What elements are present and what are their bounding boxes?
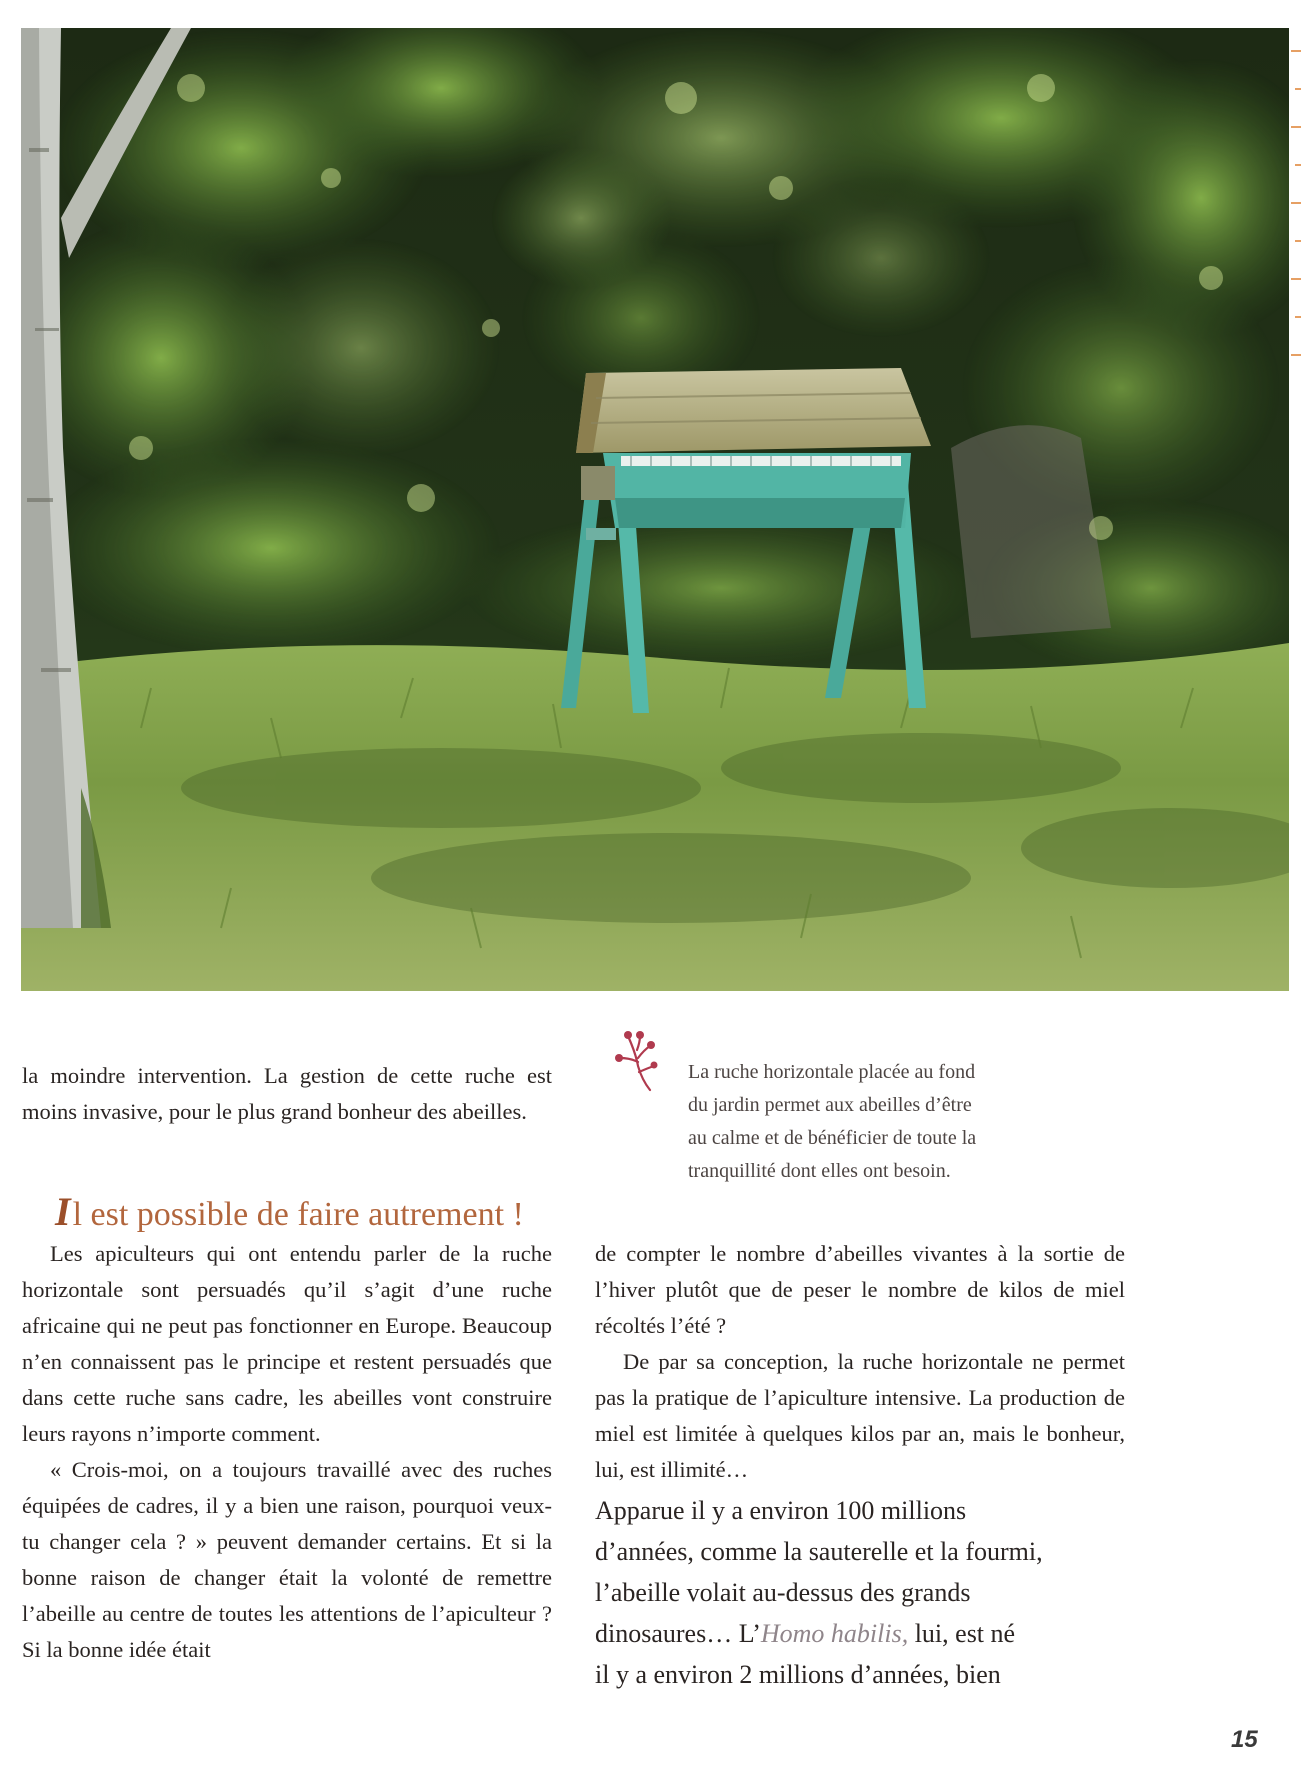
right-paragraph-1: de compter le nombre d’abeilles vivantes à la sortie de l’hiver plutôt que de peser le nombre de kilos de miel récoltés l’été ?: [595, 1241, 1125, 1338]
left-column: [22, 1236, 552, 1668]
left-paragraph-1: Les apiculteurs qui ont entendu parler de la ruche horizontale sont persuadés qu’il s’agit d’une ruche africaine qui ne peut pas fonctionner en Europe. Beaucoup n’en connaissent pas le principe et restent persuadés que dans cette ruche sans cadre, les abeilles vont construire leurs rayons n’importe comment.: [22, 1241, 552, 1446]
caption-line: du jardin permet aux abeilles d’être: [688, 1094, 972, 1116]
pullquote-text: dinosaures… L’: [595, 1619, 761, 1648]
caption-line: au calme et de bénéficier de toute la: [688, 1127, 977, 1149]
pullquote-line: d’années, comme la sauterelle et la fourmi,: [595, 1537, 1043, 1566]
flower-sprig-icon: [610, 1028, 658, 1099]
pullquote-line: l’abeille volait au-dessus des grands: [595, 1578, 971, 1607]
pullquote-line: il y a environ 2 millions d’années, bien: [595, 1660, 1001, 1689]
heading-dropcap: I: [55, 1189, 71, 1234]
pull-quote: [595, 1490, 1155, 1695]
continued-paragraph: [22, 1058, 552, 1130]
section-heading: [55, 1188, 555, 1235]
heading-text: l est possible de faire autrement !: [72, 1196, 524, 1233]
page-number: 15: [1231, 1726, 1258, 1753]
paragraph-text: la moindre intervention. La gestion de cette ruche est moins invasive, pour le plus grand bonheur des abeilles.: [22, 1063, 552, 1124]
garden-scene: [21, 28, 1289, 991]
pullquote-line: [595, 1613, 1155, 1654]
pullquote-line: Apparue il y a environ 100 millions: [595, 1496, 967, 1525]
right-column: [595, 1236, 1125, 1488]
photo-caption: [688, 1056, 1088, 1188]
pullquote-text: lui, est né: [908, 1619, 1016, 1648]
left-paragraph-2: « Crois-moi, on a toujours travaillé avec des ruches équipées de cadres, il y a bien une raison, pourquoi veux-tu changer cela ? » peuvent demander certains. Et si la bonne raison de changer était la volonté de remettre l’abeille au centre de toutes les attentions de l’apiculteur ? Si la bonne idée était: [22, 1457, 552, 1662]
right-paragraph-2: De par sa conception, la ruche horizontale ne permet pas la pratique de l’apiculture intensive. La production de miel est limitée à quelques kilos par an, mais le bonheur, lui, est illimité…: [595, 1349, 1125, 1482]
page-edge-ruler: [1289, 30, 1301, 370]
caption-line: tranquillité dont elles ont besoin.: [688, 1160, 951, 1182]
caption-line: La ruche horizontale placée au fond: [688, 1061, 976, 1083]
pullquote-emphasis: Homo habilis,: [760, 1619, 909, 1648]
horizontal-beehive-photo: [21, 28, 1289, 991]
